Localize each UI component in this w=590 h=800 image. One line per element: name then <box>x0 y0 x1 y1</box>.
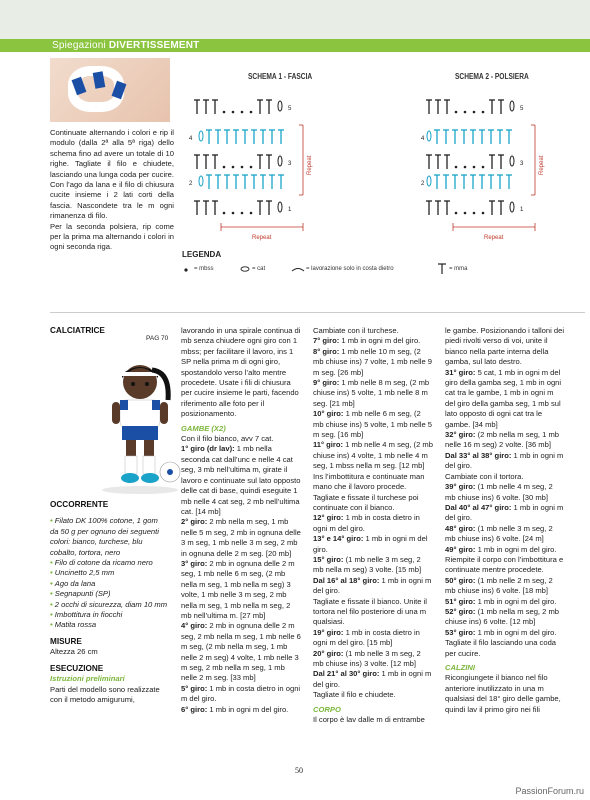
occorrente-title: OCCORRENTE <box>50 500 109 509</box>
instruction-line: 9° giro: 1 mb nelle 8 m seg, (2 mb chiuse ins) 5 volte, 1 mb nelle 8 m seg. [21 mb] <box>313 378 430 408</box>
instruction-line: Tagliate il filo e chiudete. <box>313 690 396 700</box>
occorrente-item: • Matita rossa <box>50 620 97 630</box>
occorrente-item: • Imbottitura in fiocchi <box>50 610 123 620</box>
schema2-stitch <box>455 111 458 114</box>
schema1-stitch <box>223 212 226 215</box>
svg-text:3: 3 <box>520 161 524 167</box>
instruction-line: 6° giro: 1 mb in ogni m del giro. <box>181 704 289 714</box>
article-title: CALCIATRICE <box>50 326 105 335</box>
calzini-title: CALZINI <box>445 663 475 672</box>
instruction-line: 7° giro: 1 mb in ogni m del giro. <box>313 336 421 346</box>
svg-text:4: 4 <box>421 136 425 142</box>
schema2-stitch <box>455 212 458 215</box>
instruction-line: Tagliate il filo lasciando una coda per cucire. <box>445 638 557 658</box>
schema2-stitch <box>473 111 476 114</box>
instruction-line: 51° giro: 1 mb in ogni m del giro. <box>445 596 557 606</box>
header-title: Spiegazioni DIVERTISSEMENT <box>52 40 200 51</box>
instruction-line: Cambiate con il turchese. <box>313 326 399 335</box>
occorrente-item: • Ago da lana <box>50 578 96 588</box>
column-2 <box>181 326 301 715</box>
corpo-instructions <box>445 326 565 659</box>
bracelet-photo <box>50 58 170 122</box>
page-reference: PAG 70 <box>146 335 169 342</box>
calzini-text: Ricongiungete il bianco nel filo anteriore inutilizzato in una m qualsiasi del 18° giro delle gambe, quindi lav il primo giro nei fili <box>445 673 561 714</box>
doll-photo <box>90 360 190 495</box>
instruction-line: 8° giro: 1 mb nelle 10 m seg, (2 mb chiuse ins) 7 volte, 1 mb nelle 9 m seg. [26 mb] <box>313 346 433 377</box>
schema2-stitch <box>464 111 467 114</box>
occorrente-item: • Uncinetto 2,5 mm <box>50 568 115 578</box>
occorrente-item: • Filo di cotone da ricamo nero <box>50 558 153 568</box>
istruzioni-title: Istruzioni preliminari <box>50 674 125 684</box>
gambe-title: GAMBE (X2) <box>181 423 226 433</box>
svg-text:3: 3 <box>288 161 292 167</box>
instruction-line: 3° giro: 2 mb in ognuna delle 2 m seg, 1 mb nelle 6 m seg, (2 mb nella m seg, 1 mb nella m seg) 3 volte, 1 mb nelle 3 m seg, 2 mb nella m seg, 1 mb nella m seg, 2 mb nell’ultima m. [27 mb] <box>181 558 295 620</box>
misure-value: Altezza 26 cm <box>50 647 98 657</box>
instruction-line: 32° giro: (2 mb nella m seg, 1 mb nelle 16 m seg) 2 volte. [36 mb] <box>445 430 560 450</box>
schema2-stitch <box>464 212 467 215</box>
svg-text:1: 1 <box>520 207 524 213</box>
instruction-line: le gambe. Posizionando i talloni dei piedi rivolti verso di voi, unite il bianco nella parte interna della gamba, sul lato destro. <box>445 326 565 367</box>
mbss-symbol-icon <box>184 268 187 271</box>
occorrente-item: • Segnapunti (SP) <box>50 589 111 599</box>
costa-symbol-icon <box>292 269 304 272</box>
column-4 <box>445 326 565 715</box>
instruction-line: 20° giro: (1 mb nelle 3 m seg, 2 mb chiuse ins) 3 volte. [12 mb] <box>313 648 421 668</box>
istruzioni-text: Parti del modello sono realizzate con il metodo amigurumi, <box>50 684 160 704</box>
instruction-line: Dal 16° al 18° giro: 1 mb in ogni m del giro. <box>313 575 432 596</box>
instruction-line: Tagliate e fissate il bianco. Unite il tortora nel filo posteriore di una m qualsiasi. <box>313 596 427 627</box>
esecuzione-title: ESECUZIONE <box>50 663 104 673</box>
instruction-line: 52° giro: (1 mb nella m seg, 2 mb chiuse ins) 6 volte. [12 mb] <box>445 606 560 627</box>
instruction-line: 12° giro: 1 mb in costa dietro in ogni m del giro. <box>313 513 420 533</box>
schema1-vrepeat-label: Repeat <box>307 155 313 175</box>
instruction-line: 48° giro: (1 mb nelle 3 m seg, 2 mb chiuse ins) 6 volte. [24 m] <box>445 523 553 544</box>
legend-cat: = cat <box>252 266 266 272</box>
intro-paragraph-2: Per la seconda polsiera, rip come per la prima ma alternando i colori in ogni seconda riga. <box>50 221 174 252</box>
schema1-stitch <box>250 212 253 215</box>
instruction-line: 19° giro: 1 mb in costa dietro in ogni m del giro. [15 mb] <box>313 627 420 648</box>
instruction-line: 10° giro: 1 mb nelle 6 m seg, (2 mb chiuse ins) 5 volte, 1 mb nelle 5 m seg. [16 mb] <box>313 409 433 440</box>
instruction-line: Con il filo bianco, avv 7 cat. <box>181 434 274 444</box>
legend-costa: = lavorazione solo in costa dietro <box>306 266 394 272</box>
schema2-repeat-label: Repeat <box>484 235 504 241</box>
instruction-line: Dal 33° al 38° giro: 1 mb in ogni m del giro. <box>445 450 564 471</box>
schema2-stitch <box>482 166 485 169</box>
legend-mbss: = mbss <box>194 266 214 272</box>
footer-watermark: PassionForum.ru <box>515 786 584 796</box>
corpo-text: Il corpo è lav dalle m di entrambe <box>313 715 425 725</box>
instruction-line: 11° giro: 1 mb nelle 4 m seg, (2 mb chiuse ins) 4 volte, 1 mb nelle 4 m seg, 1 mbss nella m seg. [12 mb] <box>313 440 433 471</box>
instruction-line: 4° giro: 2 mb in ognuna delle 2 m seg, 2 mb nella m seg, 1 mb nelle 6 m seg, (2 mb nella m seg, 1 mb nelle 2 m seg) 4 volte, 1 mb nelle 3 m seg, 2 mb nella m seg, 1 mb nelle 2 m seg. [33 mb] <box>181 621 301 683</box>
svg-text:5: 5 <box>288 106 292 112</box>
schema2-vrepeat-label: Repeat <box>539 155 545 175</box>
instruction-line: 39° giro: (1 mb nelle 4 m seg, 2 mb chiuse ins) 6 volte. [30 mb] <box>445 482 553 502</box>
svg-text:2: 2 <box>421 181 425 187</box>
schema1-stitch <box>250 111 253 114</box>
instruction-line: 1° giro (dr lav): 1 mb nella seconda cat dall’unc e nelle 4 cat seg, 3 mb nell’ultima m, girate il lavoro e continuate sul lato opposto delle cat di base, quindi eseguite 1 mb nelle 4 cat seg, 2 mb nell’ultima cat. [14 mb] <box>181 444 301 516</box>
col2-intro: lavorando in una spirale continua di mb senza chiudere ogni giro con 1 mbss; per facilitare il lavoro, ins 1 SP nella prima m di ogni giro, spostandolo verso l’alto mentre procedete. Usate i fili di chiusura per cucire insieme le parti, facendo riferimento alle foto per il posizionamento. <box>181 326 301 419</box>
page-number: 50 <box>295 766 303 775</box>
instruction-line: 50° giro: (1 mb nelle 2 m seg, 2 mb chiuse ins) 6 volte. [18 mb] <box>445 575 553 596</box>
instruction-line: 5° giro: 1 mb in costa dietro in ogni m del giro. <box>181 683 301 704</box>
corpo-title: CORPO <box>313 704 341 714</box>
occorrente-section <box>50 500 168 705</box>
misure-title: MISURE <box>50 636 82 646</box>
schema1-stitch <box>250 166 253 169</box>
schema2-stitch <box>473 212 476 215</box>
svg-text:4: 4 <box>189 136 193 142</box>
schema1-stitch <box>241 111 244 114</box>
schema1-title: SCHEMA 1 - FASCIA <box>248 72 313 81</box>
instruction-line: 13° e 14° giro: 1 mb in ogni m del giro. <box>313 534 428 554</box>
schema1-stitch <box>241 212 244 215</box>
schema2-stitch <box>482 111 485 114</box>
intro-paragraph-1: Continuate alternando i colori e rip il modulo (dalla 2ª alla 5ª riga) dello schema fino ad avere un totale di 10 righe. Tagliate il filo e chiudete, lasciando una lunga coda per cucire. Con l’ago da lana e il filo di chiusura cucite insieme i 2 lati corti della fascia. Nascondete tra le m ogni rimanenza di filo. <box>50 128 174 221</box>
instruction-line: 49° giro: 1 mb in ogni m del giro. <box>445 544 557 554</box>
legend-title: LEGENDA <box>182 250 222 259</box>
schema2-stitch <box>482 212 485 215</box>
schema2-stitch <box>455 166 458 169</box>
occorrente-item: • 2 occhi di sicurezza, diam 10 mm <box>50 599 168 609</box>
instruction-line: 53° giro: 1 mb in ogni m del giro. <box>445 627 557 637</box>
svg-text:1: 1 <box>288 207 292 213</box>
schema1-stitch <box>223 111 226 114</box>
cat-symbol-icon <box>241 267 249 271</box>
svg-text:2: 2 <box>189 181 193 187</box>
schema1-stitch <box>232 111 235 114</box>
schema2-stitch <box>473 166 476 169</box>
instruction-line: Riempite il corpo con l’imbottitura e continuate mentre procedete. <box>445 554 564 575</box>
schema1-stitch <box>232 212 235 215</box>
schema2-title: SCHEMA 2 - POLSIERA <box>455 72 529 81</box>
schema1-repeat-label: Repeat <box>252 235 272 241</box>
stitch-schemas <box>175 85 585 255</box>
schema1-stitch <box>223 166 226 169</box>
intro-text <box>50 128 174 253</box>
schema1-stitch <box>241 166 244 169</box>
legend-mma: = mma <box>449 266 468 272</box>
column-3 <box>313 326 433 725</box>
instruction-line: Ins l’imbottitura e continuate man mano che il lavoro procede. Tagliate e fissate il turchese poi continuate con il bianco. <box>313 471 425 512</box>
instruction-line: Dal 21° al 30° giro: 1 mb in ogni m del giro. <box>313 669 432 689</box>
occorrente-item: • Filato DK 100% cotone, 1 gom da 50 g per ognuno dei seguenti colori: bianco, turchese, blu cobalto, tortora, nero <box>50 516 159 557</box>
instruction-line: 15° giro: (1 mb nelle 3 m seg, 2 mb nella m seg) 3 volte. [15 mb] <box>313 554 422 575</box>
instruction-line: 31° giro: 5 cat, 1 mb in ogni m del giro della gamba seg, 1 mb in ogni cat tra le gambe, 1 mb in ogni m del giro della gamba seg, 1 mb sul lato opposto di ogni cat tra le gambe. [34 mb] <box>445 367 562 429</box>
gambe-instructions <box>181 434 301 715</box>
schema2-stitch <box>464 166 467 169</box>
occorrente-list <box>50 516 168 630</box>
schema1-stitch <box>232 166 235 169</box>
instruction-line: 2° giro: 2 mb nella m seg, 1 mb nelle 5 m seg, 2 mb in ognuna delle 3 m seg, 1 mb nelle 3 m seg, 2 mb in ognuna delle 2 m seg. [20 mb] <box>181 517 301 558</box>
instruction-line: Dal 40° al 47° giro: 1 mb in ogni m del giro. <box>445 502 564 523</box>
gambe-instructions-cont <box>313 326 433 701</box>
instruction-line: Cambiate con il tortora. <box>445 471 524 481</box>
section-divider <box>50 312 585 313</box>
svg-text:5: 5 <box>520 106 524 112</box>
